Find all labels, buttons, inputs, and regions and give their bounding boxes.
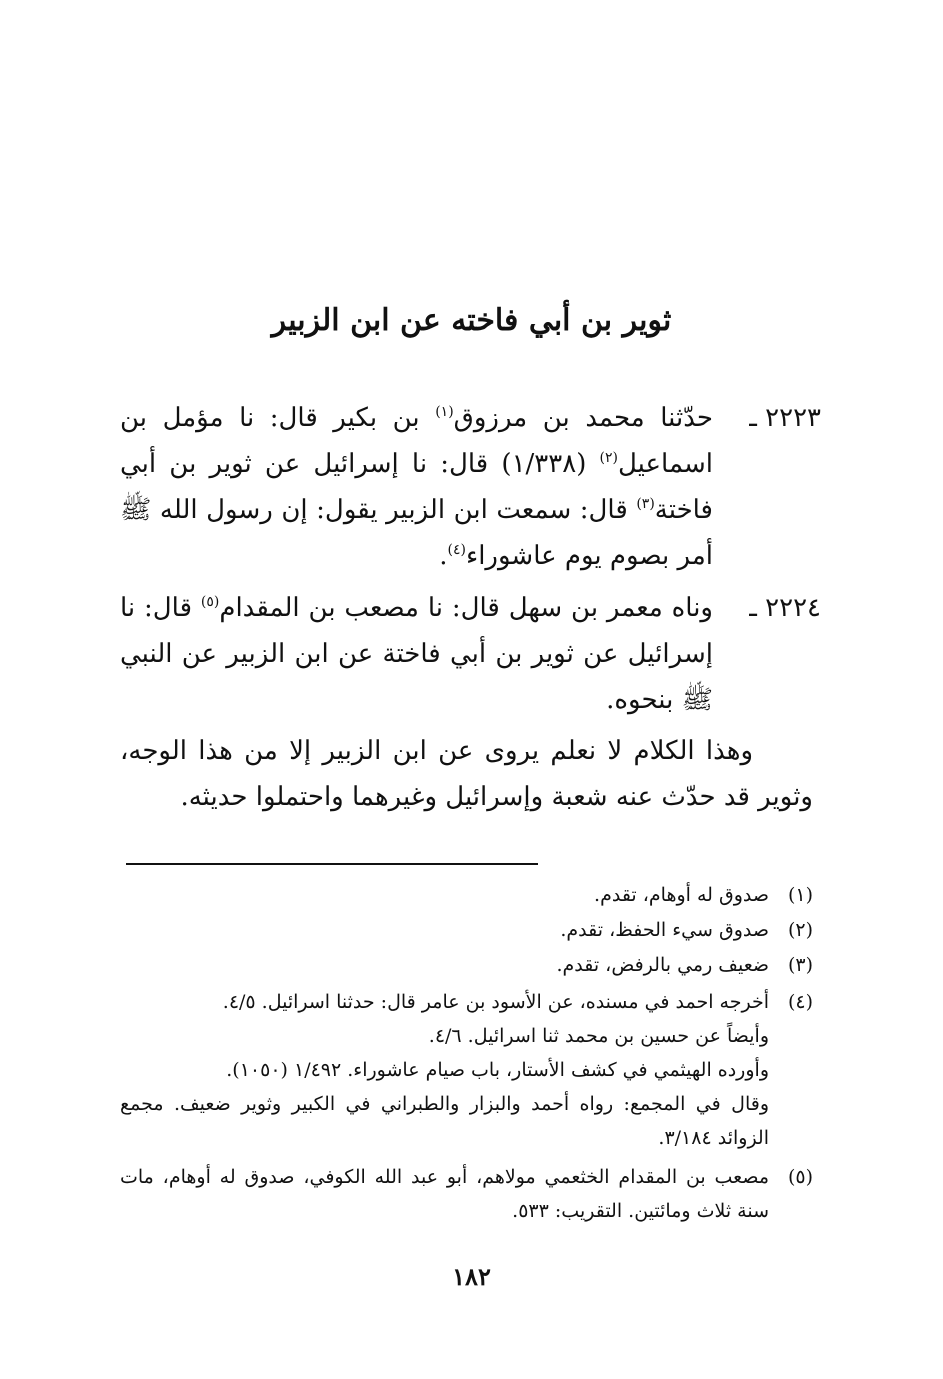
entry-text: وناه معمر بن سهل قال: نا مصعب بن المقدام$^{(٥)}$ قال: نا إسرائيل عن ثوير بن أبي فاختة عن ابن الزبير عن النبي ﷺ بنحوه. xyxy=(120,593,713,715)
footnote-ref[interactable]: (١) xyxy=(435,404,454,420)
entry-number: ٢٢٢٣ ـ xyxy=(749,403,821,433)
footnote-number: (١) xyxy=(787,884,813,906)
section-title: ثوير بن أبي فاخته عن ابن الزبير xyxy=(271,303,672,338)
hadith-entry-2224 xyxy=(120,585,821,723)
footnote-4: (٤) أخرجه احمد في مسنده، عن الأسود بن عامر قال: حدثنا اسرائيل. ٤/٥. وأيضاً عن حسين بن محمد ثنا اسرائيل. ٤/٦. وأورده الهيثمي في كشف الأستار، باب صيام عاشوراء. ١/٤٩٢ (١٠٥٠). وقال في المجمع: رواه أحمد والبزار والطبراني في الكبير وثوير ضعيف. مجمع الزوائد ٣/١٨٤. xyxy=(120,985,813,1155)
footnote-number: (٥) xyxy=(787,1166,813,1188)
footnote-5: (٥) مصعب بن المقدام الخثعمي مولاهم، أبو عبد الله الكوفي، صدوق له أوهام، مات سنة ثلاث ومائتين. التقريب: ٥٣٣. xyxy=(120,1160,813,1228)
hadith-entry-2223 xyxy=(120,395,821,579)
footnote-number: (٣) xyxy=(787,954,813,976)
footnote-ref[interactable]: (٣) xyxy=(636,496,655,512)
footnote-number: (٤) xyxy=(787,991,813,1013)
entry-number: ٢٢٢٤ ـ xyxy=(749,593,821,623)
footnote-divider xyxy=(126,863,538,865)
footnote-ref[interactable]: (٢) xyxy=(599,450,618,466)
footnote-2: (٢) صدوق سيء الحفظ، تقدم. xyxy=(120,913,813,947)
footnote-3: (٣) ضعيف رمي بالرفض، تقدم. xyxy=(120,948,813,982)
footnote-ref[interactable]: (٥) xyxy=(200,594,220,610)
footnote-ref[interactable]: (٤) xyxy=(447,542,466,558)
author-remark: وهذا الكلام لا نعلم يروى عن ابن الزبير إلا من هذا الوجه، وثوير قد حدّث عنه شعبة وإسرائيل وغيرهما واحتملوا حديثه. xyxy=(120,736,813,812)
footnote-number: (٢) xyxy=(787,919,813,941)
entry-text: حدّثنا محمد بن مرزوق$^{(١)}$ بن بكير قال: نا مؤمل بن اسماعيل$^{(٢)}$ (١/٣٣٨) قال: نا إسرائيل عن ثوير بن أبي فاختة$^{(٣)}$ قال: سمعت ابن الزبير يقول: إن رسول الله ﷺ أمر بصوم يوم عاشوراء$^{(٤)}$. xyxy=(120,403,713,571)
page-number: ١٨٢ xyxy=(452,1262,491,1291)
footnote-1: (١) صدوق له أوهام، تقدم. xyxy=(120,878,813,912)
